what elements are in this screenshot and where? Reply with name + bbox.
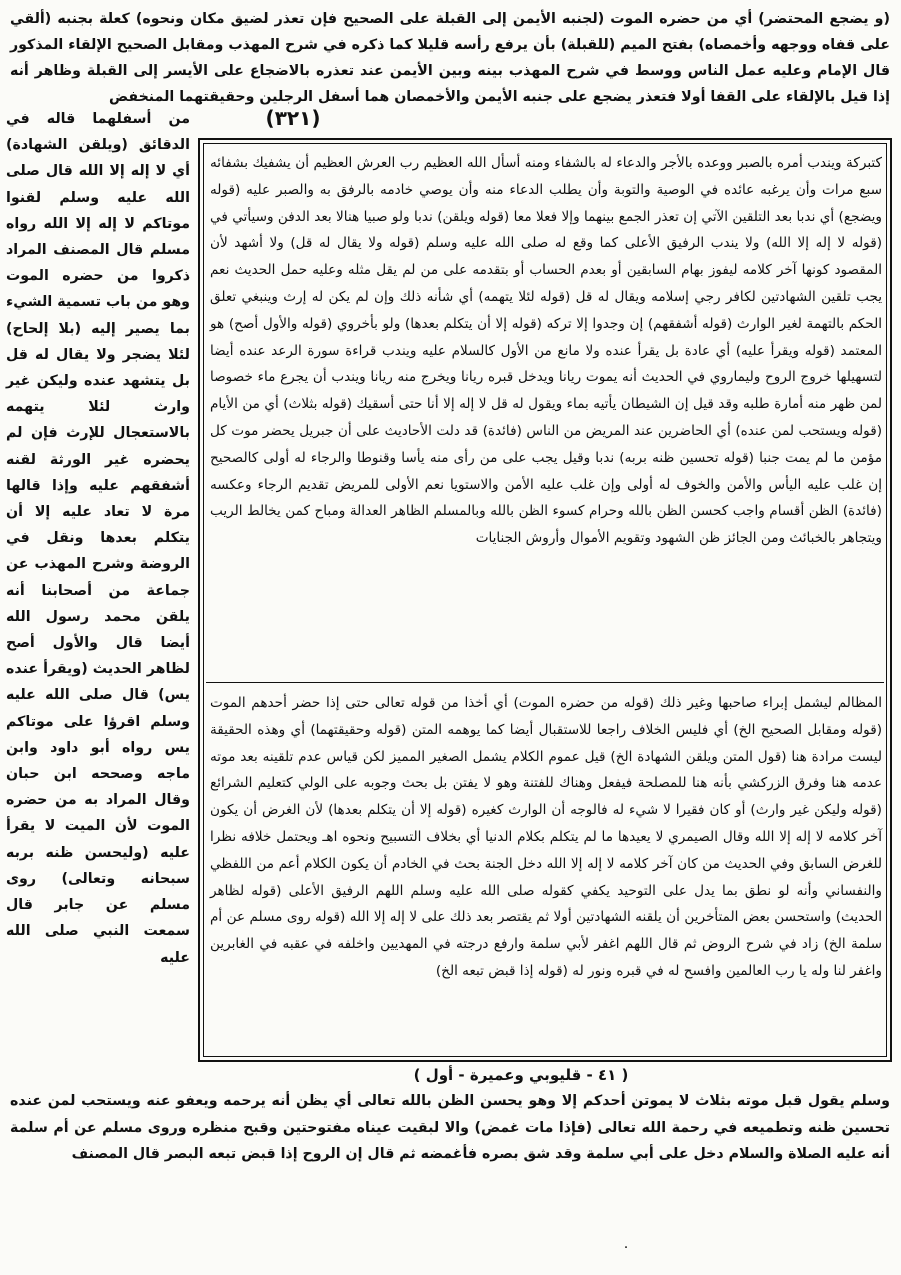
page-number: (٣٢١) <box>265 106 321 130</box>
bottom-matn-commentary <box>10 1062 890 1168</box>
hashiya-frame <box>198 138 892 1062</box>
lower-hashiya-paragraph: المظالم ليشمل إبراء صاحبها وغير ذلك (قوله من حضره الموت) أي أخذا من قوله تعالى حتى إذا حضر أحدهم الموت (قوله ومقابل الصحيح الخ) أي فليس الخلاف راجعا للاستقبال أيضا كما يوهمه المتن (قوله وحقيقتهما) أي وهذه الحقيقة ليست مرادة هنا (قول المتن ويلقن الشهادة الخ) قيل عموم الكلام يشمل الصغير المميز لكن قياس عدم تلقينه بعد موته عدمه هنا وفرق الزركشي بأنه هنا للمصلحة فيفعل وهناك للفتنة وهو لا يفتن بل بحث وجوبه على الولي كتعليم الشرائع (قوله وليكن غير وارث) أو كان فقيرا لا شيء له فالوجه أن الوارث كغيره (قوله إلا أن يتكلم بعدها) لأن الغرض أن يكون آخر كلامه لا إله إلا الله وقال الصيمري لا يعيدها ما لم يتكلم بكلام الدنيا أي بخلاف التسبيح ونحوه اهـ ويحتمل خلافه نظرا للغرض السابق وفي الحديث من كان آخر كلامه لا إله إلا الله دخل الجنة بحث في الخادم أن يكون الكلام أعم من اللفظي والنفساني وأنه لو نطق بما يدل على التوحيد يكفي كقوله صلى الله عليه وسلم اللهم الرفيق الأعلى (قوله لظاهر الحديث) واستحسن بعض المتأخرين أن يلقنه الشهادتين أولا ثم يقتصر بعد ذلك على لا إله إلا الله (قوله روى مسلم عن أم سلمة الخ) زاد في شرح الروض ثم قال اللهم اغفر لأبي سلمة وارفع درجته في المهديين واخلفه في عقبه في الغابرين واغفر لنا وله يا رب العالمين وافسح له في قبره ونور له (قوله إذا قبض تبعه الخ) <box>210 695 882 979</box>
upper-hashiya-paragraph: كتبركة ويندب أمره بالصبر ووعده بالأجر والدعاء له بالشفاء ومنه أسأل الله العظيم رب العرش العظيم أن يشفيك بشفائه سبع مرات وأن يرغبه عائده في الوصية والتوبة وأن يطلب الدعاء منه وأن يوصي خادمه بالرفق به والصبر عليه (قوله ويضجع) أي ندبا بعد التلقين الآتي إن تعذر الجمع بينهما وإلا فعلا معا (قوله ويلقن) ندبا ولو صبيا هنالا بعد الدفن وسيأتي في (قوله لا إله إلا الله) ولا يندب الرفيق الأعلى كما وقع له صلى الله عليه وسلم (قوله ولا يقال له قل) ولا أشهد لأن المقصود كونها آخر كلامه ليفوز بهام السابقين أو بعدم الحساب أو بتقدمه على من لم يقل مثله وعليه حمل الحديث نعم يجب تلقين الشهادتين لكافر رجي إسلامه ويقال له قل (قوله لئلا يتهمه) أي شأنه ذلك وإن لم يكن له إرث وينبغي تعلق الحكم بالتهمة لغير الوارث (قوله أشفقهم) إن وجدوا إلا تركه (قوله إلا أن يتكلم بعدها) ولو بأخروي (قوله والأول أصح) هو المعتمد (قوله ويقرأ عليه) أي عادة بل يقرأ عنده ولا مانع من الأول كالسلام عليه ويندب قراءة سورة الرعد عنده أيضا لتسهيلها خروج الروح وليماروي في الحديث أنه يموت ريانا ويدخل قبره ريانا ويخرج منه ريانا ويندب أن يجرع ماء خصوصا لمن ظهر منه أمارة طلبه وقد قيل إن الشيطان يأتيه بماء ويقول له قل لا إله إلا أنا حتى أسقيك (قوله بثلاث) أي من الأيام (قوله ويستحب لمن عنده) أي الحاضرين عند المريض من الناس (فائدة) قد دلت الأحاديث على أن جبريل يحضر موت كل مؤمن ما لم يمت جنبا (قوله تحسين ظنه بربه) ندبا وقيل يجب على من رأى منه يأسا وقنوطا والرجاء له أولى كالصحيح إن غلب عليه اليأس والأمن والخوف له أولى وإن غلب عليه الأمن والاستويا نعم الأولى للمريض تقديم الرجاء وعكسه (فائدة) الظن أقسام واجب كحسن الظن بالله وحرام كسوء الظن بالله وبالمسلم الظاهر العدالة ومباح كمن يخالط الريب ويتجاهر بالخبائث ومن الجائز ظن الشهود وتقويم الأموال وأروش الجنايات <box>210 155 882 547</box>
side-commentary-column <box>6 106 190 971</box>
page-ornament: ٠ <box>622 1239 630 1255</box>
hashiya-divider <box>206 682 884 683</box>
bottom-paragraph: وسلم يقول قبل موته بثلاث لا يموتن أحدكم إلا وهو يحسن الظن بالله تعالى أي يظن أنه يرحمه ويعفو عنه ويستحب لمن عنده تحسين ظنه وتطميعه في رحمة الله تعالى (فإذا مات غمض) والا لبقيت عيناه مفتوحتين وقبح منظره وروى مسلم عن أم سلمة أنه عليه الصلاة والسلام دخل على أبي سلمة وقد شق بصره فأغمضه ثم قال إن الروح إذا قبض تبعه البصر قال المصنف <box>10 1093 890 1162</box>
top-matn-commentary <box>10 6 890 110</box>
top-paragraph: (و يضجع المحتضر) أي من حضره الموت (لجنبه الأيمن إلى القبلة على الصحيح فإن تعذر لضيق مكان ونحوه) كعلة بجنبه (ألقي على قفاه ووجهه وأخمصاه) بفتح الميم (للقبلة) بأن يرفع رأسه قليلا كما ذكره في شرح المهذب ومقابل الصحيح الإلقاء المذكور قال الإمام وعليه عمل الناس ووسط في شرح المهذب بينه وبين الأيمن عند تعذره بالاضجاع على الأيسر إلى القبلة وظاهر أنه إذا قيل بالإلقاء على القفا أولا فتعذر يضجع على جنبه الأيمن والأخمصان هما أسفل الرجلين وحقيقتهما المنخفض <box>10 11 890 105</box>
side-column-paragraph: من أسفلهما قاله في الدقائق (ويلقن الشهادة) أي لا إله إلا الله قال صلى الله عليه وسلم لقنوا موتاكم لا إله إلا الله رواه مسلم قال المصنف المراد ذكروا من حضره الموت وهو من باب تسمية الشيء بما يصير إليه (بلا إلحاح) لئلا يضجر ولا يقال له قل بل يتشهد عنده وليكن غير وارث لئلا يتهمه بالاستعجال للإرث فإن لم يحضره غير الورثة لقنه أشفقهم عليه وإذا قالها مرة لا تعاد عليه إلا أن يتكلم بعدها ونقل في الروضة وشرح المهذب عن جماعة من أصحابنا أنه يلقن محمد رسول الله أيضا قال والأول أصح لظاهر الحديث (ويقرأ عنده يس) قال صلى الله عليه وسلم اقرؤا على موتاكم يس رواه أبو داود وابن ماجه وصححه ابن حبان وقال المراد به من حضره الموت لأن الميت لا يقرأ عليه (وليحسن ظنه بربه سبحانه وتعالى) روى مسلم عن جابر قال سمعت النبي صلى الله عليه <box>6 111 190 966</box>
printer-signature: ( ٤١ - قليوبي وعميرة - أول ) <box>413 1066 629 1084</box>
upper-hashiya <box>210 150 882 552</box>
lower-hashiya <box>210 690 882 985</box>
